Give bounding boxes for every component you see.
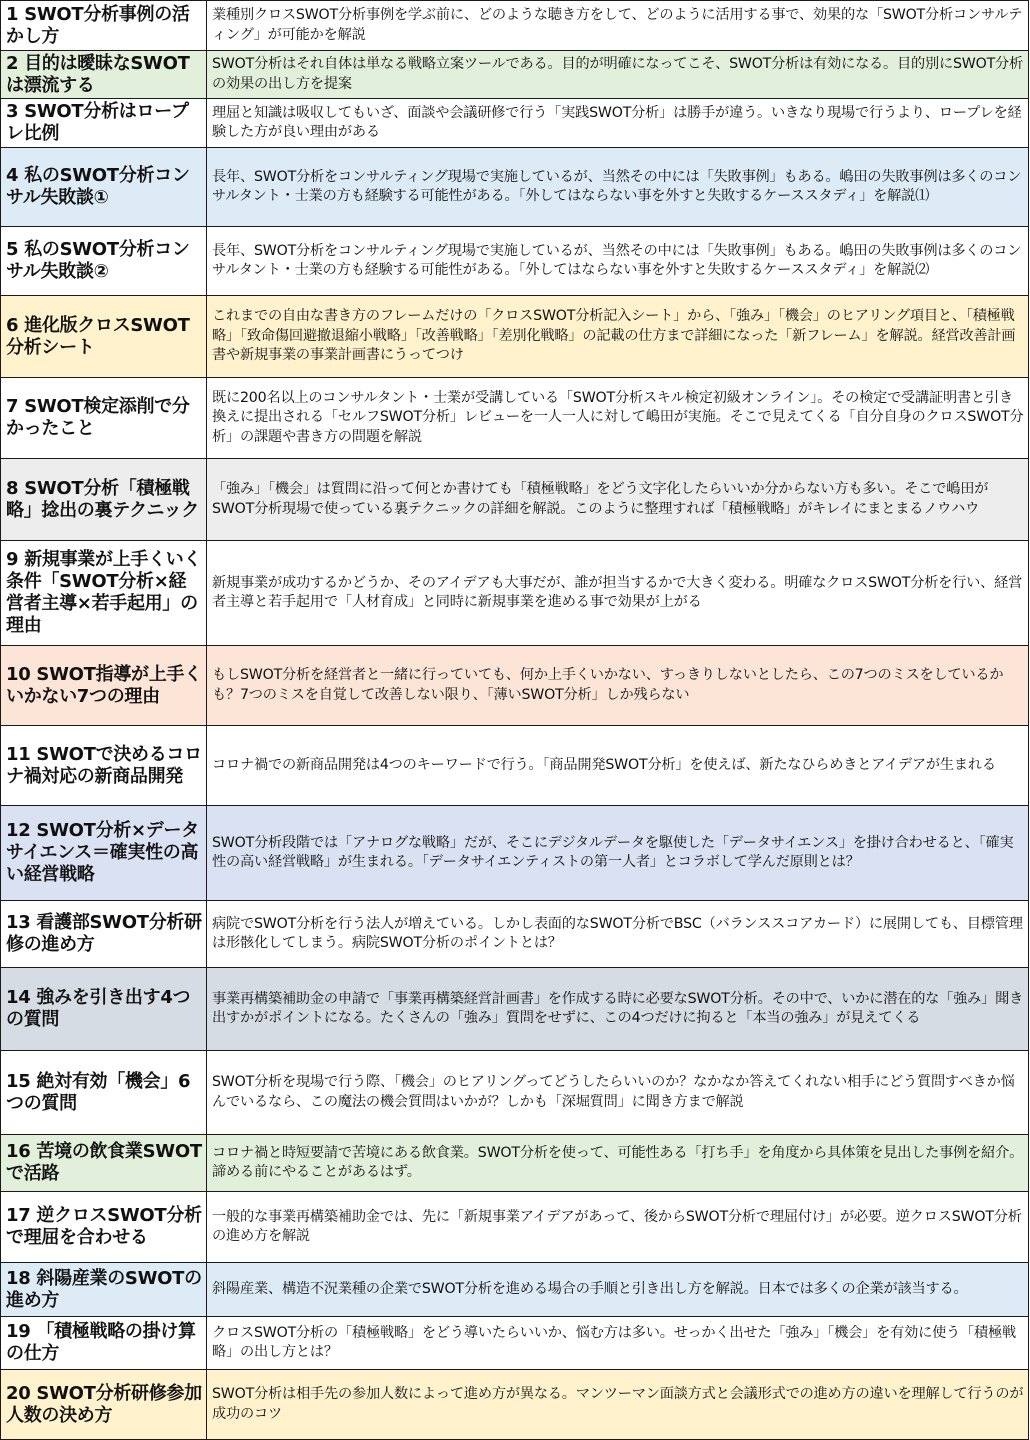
topic-title: 4 私のSWOT分析コンサル失敗談① <box>1 148 207 227</box>
topic-description: 長年、SWOT分析をコンサルティング現場で実施しているが、当然その中には「失敗事例」もある。嶋田の失敗事例は多くのコンサルタント・士業の方も経験する可能性がある。「外してはならない事を外すと失敗するケーススタディ」を解説⑴ <box>207 148 1029 227</box>
table-row <box>1 1051 1029 1135</box>
table-row <box>1 646 1029 726</box>
topic-title: 17 逆クロスSWOT分析で理屈を合わせる <box>1 1192 207 1263</box>
topic-description: もしSWOT分析を経営者と一緒に行っていても、何か上手くいかない、すっきりしないとしたら、この7つのミスをしているかも？7つのミスを自覚して改善しない限り、「薄いSWOT分析」しか残らない <box>207 646 1029 726</box>
table-row <box>1 227 1029 296</box>
topic-description: SWOT分析はそれ自体は単なる戦略立案ツールである。目的が明確になってこそ、SWOT分析は有効になる。目的別にSWOT分析の効果の出し方を提案 <box>207 51 1029 99</box>
topic-description: 業種別クロスSWOT分析事例を学ぶ前に、どのような聴き方をして、どのように活用する事で、効果的な「SWOT分析コンサルティング」が可能かを解説 <box>207 1 1029 51</box>
topic-title: 14 強みを引き出す4つの質問 <box>1 968 207 1051</box>
topic-title: 1 SWOT分析事例の活かし方 <box>1 1 207 51</box>
topic-description: これまでの自由な書き方のフレームだけの「クロスSWOT分析記入シート」から、「強み」「機会」のヒアリング項目と、「積極戦略」「致命傷回避撤退縮小戦略」「改善戦略」「差別化戦略」の記載の仕方まで詳細になった「新フレーム」を解説。経営改善計画書や新規事業の事業計画書にうってつけ <box>207 296 1029 378</box>
table-row <box>1 51 1029 99</box>
topic-description: 一般的な事業再構築補助金では、先に「新規事業アイデアがあって、後からSWOT分析で理屈付け」が必要。逆クロスSWOT分析の進め方を解説 <box>207 1192 1029 1263</box>
topic-title: 8 SWOT分析「積極戦略」捻出の裏テクニック <box>1 459 207 541</box>
topic-title: 3 SWOT分析はロープレ比例 <box>1 99 207 148</box>
topic-title: 18 斜陽産業のSWOTの進め方 <box>1 1263 207 1317</box>
topic-description: コロナ禍での新商品開発は4つのキーワードで行う。「商品開発SWOT分析」を使えば、新たなひらめきとアイデアが生まれる <box>207 726 1029 806</box>
topic-title: 5 私のSWOT分析コンサル失敗談② <box>1 227 207 296</box>
table-row <box>1 726 1029 806</box>
topic-title: 19 「積極戦略の掛け算の仕方 <box>1 1317 207 1370</box>
topic-description: SWOT分析段階では「アナログな戦略」だが、そこにデジタルデータを駆使した「データサイエンス」を掛け合わせると、「確実性の高い経営戦略」が生まれる。「データサイエンティストの第一人者」とコラボして学んだ原則とは？ <box>207 806 1029 901</box>
topic-description: 病院でSWOT分析を行う法人が増えている。しかし表面的なSWOT分析でBSC（バランススコアカード）に展開しても、目標管理は形骸化してしまう。病院SWOT分析のポイントとは？ <box>207 901 1029 968</box>
topic-description: 既に200名以上のコンサルタント・士業が受講している「SWOT分析スキル検定初級オンライン」。その検定で受講証明書と引き換えに提出される「セルフSWOT分析」レビューを一人一人に対して嶋田が実施。そこで見えてくる「自分自身のクロスSWOT分析」の課題や書き方の問題を解説 <box>207 378 1029 459</box>
table-row <box>1 378 1029 459</box>
topic-title: 10 SWOT指導が上手くいかない7つの理由 <box>1 646 207 726</box>
topic-title: 15 絶対有効「機会」6つの質問 <box>1 1051 207 1135</box>
topic-title: 2 目的は曖昧なSWOTは漂流する <box>1 51 207 99</box>
topic-description: コロナ禍と時短要請で苦境にある飲食業。SWOT分析を使って、可能性ある「打ち手」を角度から具体策を見出した事例を紹介。諦める前にやることがあるはず。 <box>207 1135 1029 1192</box>
table-row <box>1 296 1029 378</box>
topic-title: 13 看護部SWOT分析研修の進め方 <box>1 901 207 968</box>
table-row <box>1 148 1029 227</box>
topic-description: SWOT分析を現場で行う際、「機会」のヒアリングってどうしたらいいのか？なかなか答えてくれない相手にどう質問すべきか悩んでいるなら、この魔法の機会質問はいかが？しかも「深堀質問」に聞き方まで解説 <box>207 1051 1029 1135</box>
topic-title: 12 SWOT分析×データサイエンス＝確実性の高い経営戦略 <box>1 806 207 901</box>
topic-description: クロスSWOT分析の「積極戦略」をどう導いたらいいか、悩む方は多い。せっかく出せた「強み」「機会」を有効に使う「積極戦略」の出し方とは？ <box>207 1317 1029 1370</box>
topic-title: 6 進化版クロスSWOT分析シート <box>1 296 207 378</box>
topic-description: 新規事業が成功するかどうか、そのアイデアも大事だが、誰が担当するかで大きく変わる。明確なクロスSWOT分析を行い、経営者主導と若手起用で「人材育成」と同時に新規事業を進める事で効果が上がる <box>207 541 1029 646</box>
table-row <box>1 459 1029 541</box>
table-row <box>1 541 1029 646</box>
table-row <box>1 1263 1029 1317</box>
topic-description: 斜陽産業、構造不況業種の企業でSWOT分析を進める場合の手順と引き出し方を解説。日本では多くの企業が該当する。 <box>207 1263 1029 1317</box>
topic-description: 事業再構築補助金の申請で「事業再構築経営計画書」を作成する時に必要なSWOT分析。その中で、いかに潜在的な「強み」聞き出すかがポイントになる。たくさんの「強み」質問をせずに、この4つだけに拘ると「本当の強み」が見えてくる <box>207 968 1029 1051</box>
topic-title: 11 SWOTで決めるコロナ禍対応の新商品開発 <box>1 726 207 806</box>
topic-description: 理屈と知識は吸収してもいざ、面談や会議研修で行う「実践SWOT分析」は勝手が違う。いきなり現場で行うより、ロープレを経験した方が良い理由がある <box>207 99 1029 148</box>
topic-description: 「強み」「機会」は質問に沿って何とか書けても「積極戦略」をどう文字化したらいいか分からない方も多い。そこで嶋田がSWOT分析現場で使っている裏テクニックの詳細を解説。このように整理すれば「積極戦略」がキレイにまとまるノウハウ <box>207 459 1029 541</box>
table-row <box>1 1317 1029 1370</box>
topic-description: 長年、SWOT分析をコンサルティング現場で実施しているが、当然その中には「失敗事例」もある。嶋田の失敗事例は多くのコンサルタント・士業の方も経験する可能性がある。「外してはならない事を外すと失敗するケーススタディ」を解説⑵ <box>207 227 1029 296</box>
topic-title: 7 SWOT検定添削で分かったこと <box>1 378 207 459</box>
topic-title: 20 SWOT分析研修参加人数の決め方 <box>1 1370 207 1440</box>
table-row <box>1 99 1029 148</box>
table-row <box>1 1 1029 51</box>
table-row <box>1 1192 1029 1263</box>
table-row <box>1 968 1029 1051</box>
table-row <box>1 1370 1029 1440</box>
topic-description: SWOT分析は相手先の参加人数によって進め方が異なる。マンツーマン面談方式と会議形式での進め方の違いを理解して行うのが成功のコツ <box>207 1370 1029 1440</box>
topic-title: 9 新規事業が上手くいく条件「SWOT分析×経営者主導×若手起用」の理由 <box>1 541 207 646</box>
table-row <box>1 1135 1029 1192</box>
table-row <box>1 901 1029 968</box>
table-row <box>1 806 1029 901</box>
topic-title: 16 苦境の飲食業SWOTで活路 <box>1 1135 207 1192</box>
